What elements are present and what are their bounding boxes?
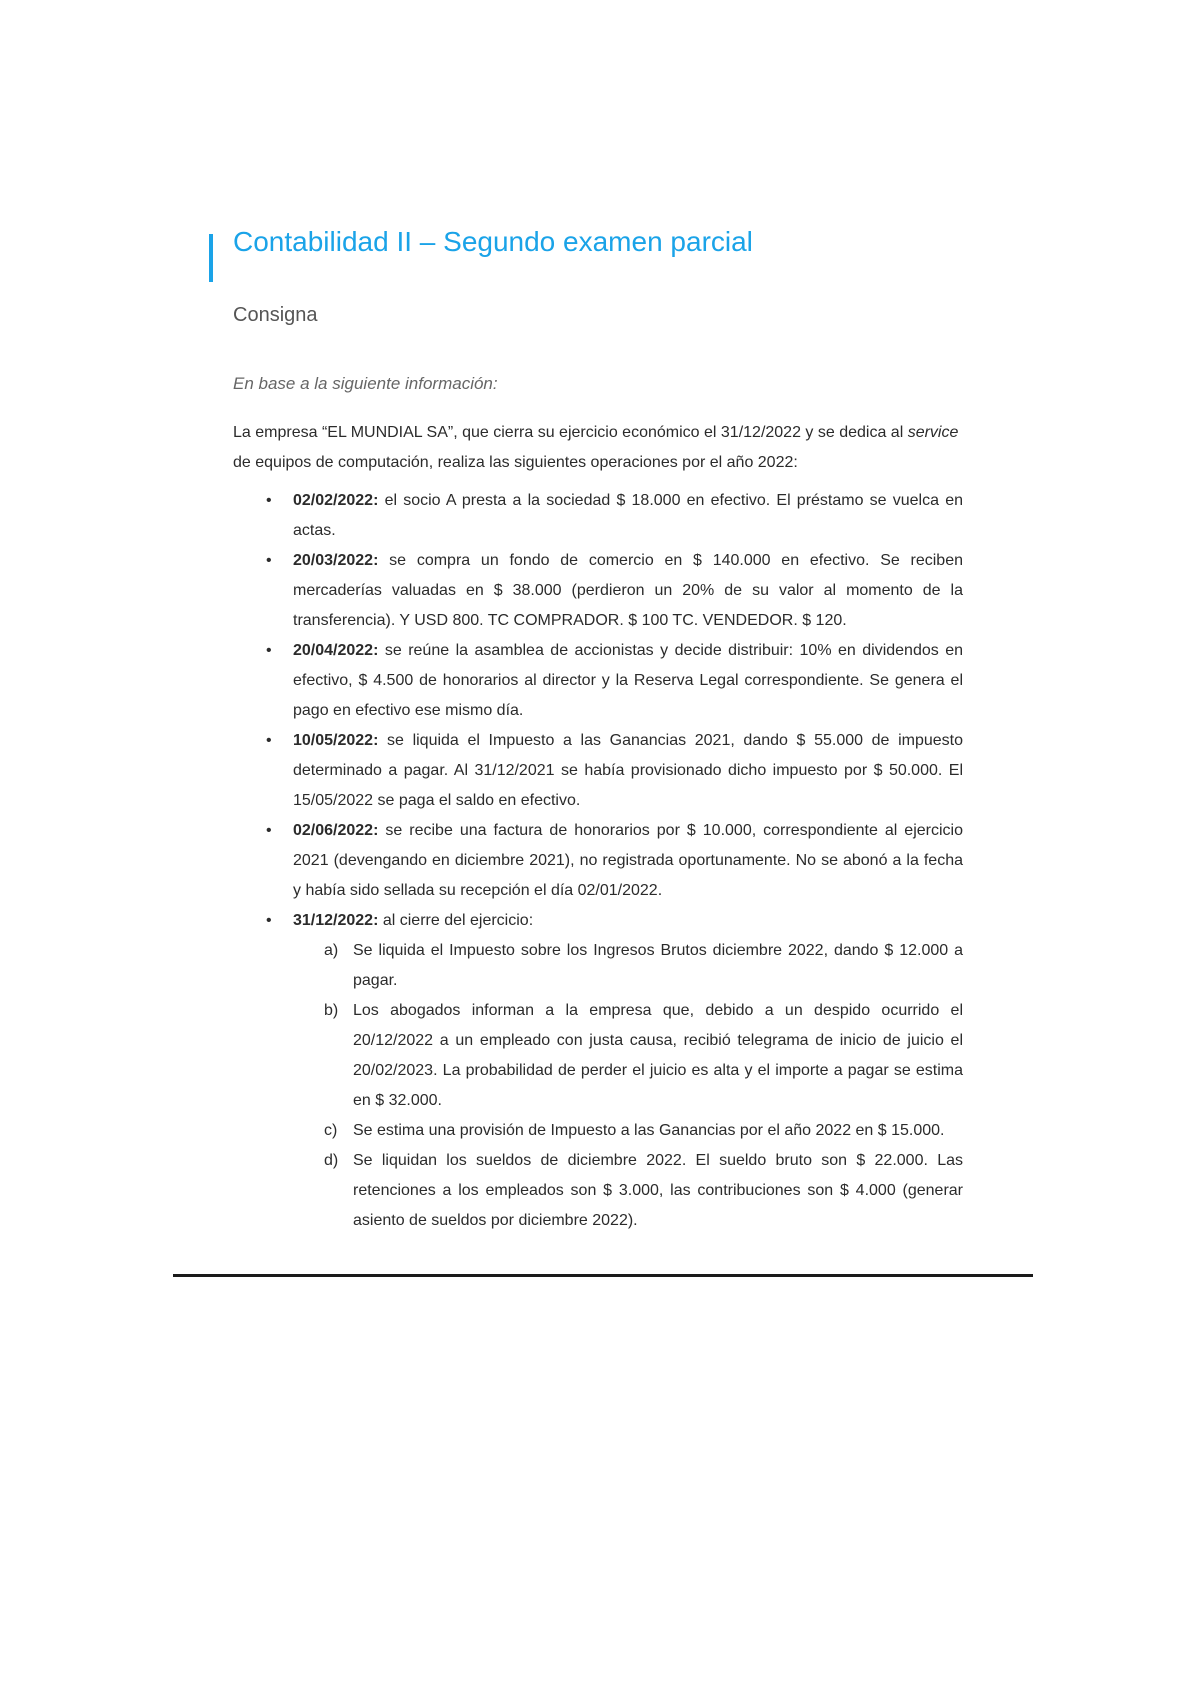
title-accent-bar: [209, 234, 213, 282]
company-paragraph: [233, 418, 963, 478]
operation-text: el socio A presta a la sociedad $ 18.000 en efectivo. El préstamo se vuelca en actas.: [293, 492, 963, 539]
closing-item-text: Se estima una provisión de Impuesto a las Ganancias por el año 2022 en $ 15.000.: [353, 1122, 945, 1139]
section-subtitle: Consigna: [233, 304, 318, 326]
operation-date: 02/06/2022:: [293, 822, 379, 839]
closing-item-label: a): [324, 942, 339, 959]
closing-item: [293, 1146, 963, 1236]
bullet-icon: •: [266, 912, 272, 929]
operations-list: [233, 486, 963, 1236]
closing-item: [293, 936, 963, 996]
operation-item: [233, 636, 963, 726]
paragraph-part-2: de equipos de computación, realiza las siguientes operaciones por el año 2022:: [233, 454, 798, 471]
operation-date: 20/03/2022:: [293, 552, 379, 569]
closing-item-label: c): [324, 1122, 338, 1139]
operation-text: al cierre del ejercicio:: [378, 912, 534, 929]
operation-text: se liquida el Impuesto a las Ganancias 2021, dando $ 55.000 de impuesto determinado a pagar. Al 31/12/2021 se había provisionado dicho impuesto por $ 50.000. El 15/05/2022 se paga el saldo en efectivo.: [293, 732, 963, 809]
operation-item: [233, 816, 963, 906]
page-title: Contabilidad II – Segundo examen parcial: [233, 226, 753, 257]
operation-item: [233, 546, 963, 636]
operation-text: se compra un fondo de comercio en $ 140.000 en efectivo. Se reciben mercaderías valuadas en $ 38.000 (perdieron un 20% de su valor al momento de la transferencia). Y USD 800. TC COMPRADOR. $ 100 TC. VENDEDOR. $ 120.: [293, 552, 963, 629]
closing-item-text: Los abogados informan a la empresa que, debido a un despido ocurrido el 20/12/2022 a un empleado con justa causa, recibió telegrama de inicio de juicio el 20/02/2023. La probabilidad de perder el juicio es alta y el importe a pagar se estima en $ 32.000.: [353, 1002, 963, 1109]
closing-item-label: d): [324, 1152, 339, 1169]
bullet-icon: •: [266, 492, 272, 509]
operation-item: [233, 486, 963, 546]
paragraph-part-1: La empresa “EL MUNDIAL SA”, que cierra su ejercicio económico el 31/12/2022 y se dedica al: [233, 424, 908, 441]
operation-text: se reúne la asamblea de accionistas y decide distribuir: 10% en dividendos en efectivo, $ 4.500 de honorarios al director y la Reserva Legal correspondiente. Se genera el pago en efectivo ese mismo día.: [293, 642, 963, 719]
closing-item: [293, 1116, 963, 1146]
closing-item: [293, 996, 963, 1116]
bullet-icon: •: [266, 732, 272, 749]
closing-item-label: b): [324, 1002, 339, 1019]
operation-date: 31/12/2022:: [293, 912, 379, 929]
closing-items-list: [293, 936, 963, 1236]
operation-text: se recibe una factura de honorarios por $ 10.000, correspondiente al ejercicio 2021 (devengando en diciembre 2021), no registrada oportunamente. No se abonó a la fecha y había sido sellada su recepción el día 02/01/2022.: [293, 822, 963, 899]
bullet-icon: •: [266, 642, 272, 659]
operation-item: [233, 726, 963, 816]
bullet-icon: •: [266, 822, 272, 839]
page-bottom-rule: [173, 1274, 1033, 1277]
operation-item: [233, 906, 963, 1236]
operation-date: 20/04/2022:: [293, 642, 379, 659]
closing-item-text: Se liquidan los sueldos de diciembre 2022. El sueldo bruto son $ 22.000. Las retenciones a los empleados son $ 3.000, las contribuciones son $ 4.000 (generar asiento de sueldos por diciembre 2022).: [353, 1152, 963, 1229]
closing-item-text: Se liquida el Impuesto sobre los Ingresos Brutos diciembre 2022, dando $ 12.000 a pagar.: [353, 942, 963, 989]
operation-date: 10/05/2022:: [293, 732, 379, 749]
intro-text: En base a la siguiente información:: [233, 374, 498, 393]
operation-date: 02/02/2022:: [293, 492, 379, 509]
bullet-icon: •: [266, 552, 272, 569]
service-word: service: [907, 424, 959, 441]
